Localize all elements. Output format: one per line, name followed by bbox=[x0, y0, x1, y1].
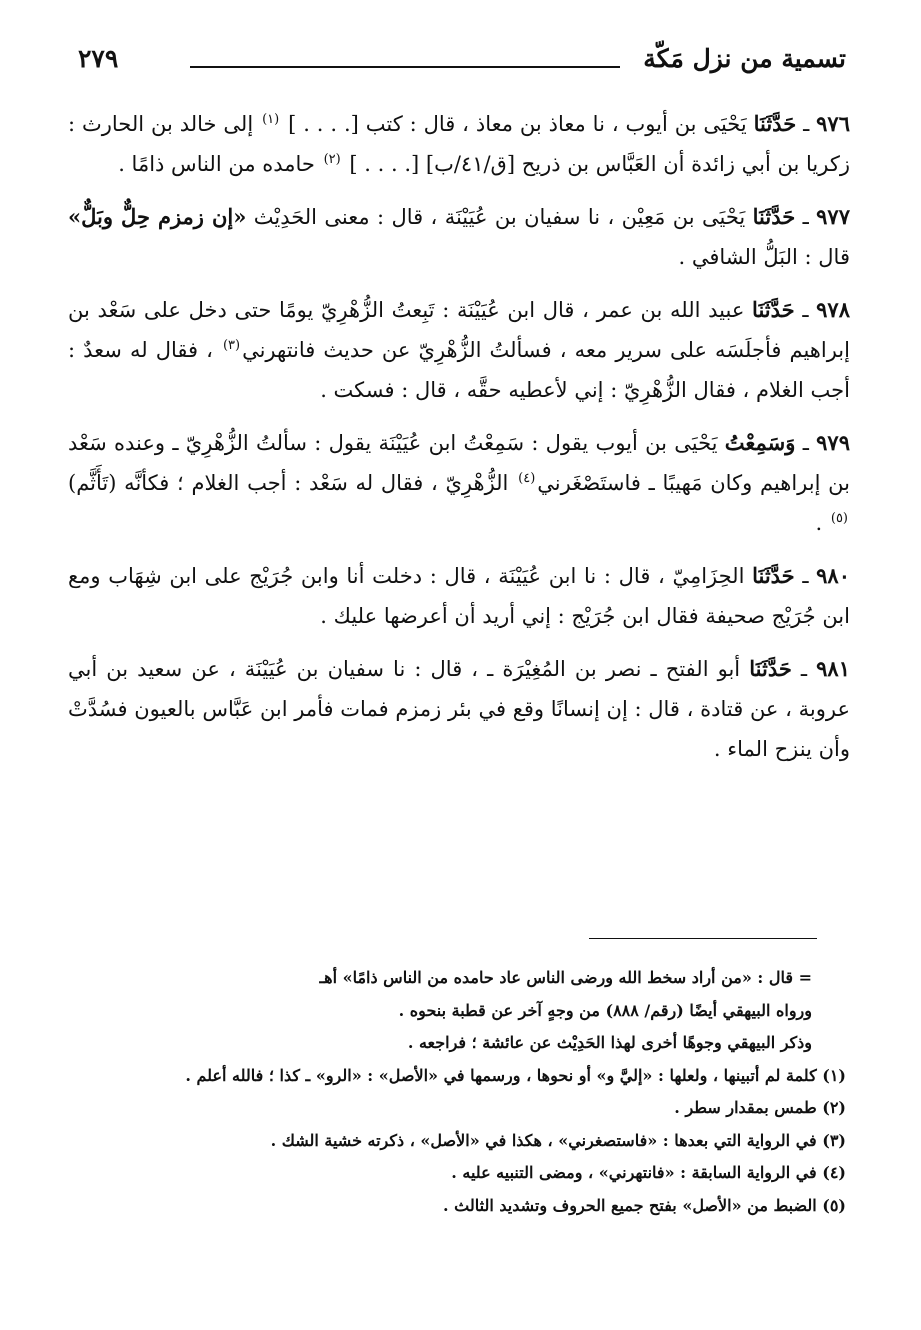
paragraph-text: . bbox=[815, 511, 829, 535]
footnote-line: (٥) الضبط من «الأصل» بفتح جميع الحروف وتشديد الثالث . bbox=[443, 1195, 846, 1215]
footnote-line: (٣) في الرواية التي بعدها : «فاستصغرني» ، هكذا في «الأصل» ، ذكرته خشية الشك . bbox=[270, 1130, 846, 1150]
emphasized-text: حَدَّثَنَا bbox=[749, 656, 792, 681]
paragraph-text: ، فقال له سعدٌ : أجب الغلام ، فقال الزُّهْرِيّ : إني لأعطيه حقَّه ، قال : فسكت . bbox=[68, 338, 850, 402]
emphasized-text: وَسَمِعْتُ bbox=[724, 430, 796, 455]
footnote-line: (٢) طمس بمقدار سطر . bbox=[674, 1098, 846, 1117]
footnote-line: وذكر البيهقي وجوهًا أخرى لهذا الحَدِيْث عن عائشة ؛ فراجعه . bbox=[407, 1033, 812, 1052]
hadith-number: ٩٨٠ bbox=[816, 563, 850, 588]
emphasized-text: حَدَّثَنَا bbox=[752, 563, 795, 588]
emphasized-text: حَدَّثَنَا bbox=[752, 204, 796, 229]
footnote-ref: (١) bbox=[262, 112, 280, 127]
paragraph-text: حامده من الناس ذامًا . bbox=[118, 152, 322, 176]
running-title: تسمية من نزل مَكّة bbox=[643, 44, 846, 73]
hadith-paragraph bbox=[68, 556, 850, 636]
emphasized-text: حَدَّثَنَا bbox=[752, 297, 795, 322]
footnote-ref: (٥) bbox=[830, 511, 848, 526]
paragraph-text: يَحْيَى بن أيوب يقول : سَمِعْتُ ابن عُيَيْنَة يقول : سألتُ الزُّهْرِيّ ـ وعنده سَعْد بن إبراهيم وكان مَهيبًا ـ فاستَصْغَرني bbox=[68, 431, 850, 495]
paragraph-text: ـ bbox=[796, 112, 817, 136]
paragraph-text: ـ bbox=[794, 298, 817, 322]
paragraph-text: عبيد الله بن عمر ، قال ابن عُيَيْنَة : تَبِعتُ الزُّهْرِيّ يومًا حتى دخل على سَعْد بن إبراهيم فأجلَسَه على سرير معه ، فسألتُ الزُّهْرِيّ عن حديث فانتهرني bbox=[68, 298, 850, 362]
page-number: ٢٧٩ bbox=[78, 44, 119, 73]
footnote-line: (١) كلمة لم أتبينها ، ولعلها : «إليَّ و» أو نحوها ، ورسمها في «الأصل» : «الرو» ـ كذا ؛ فالله أعلم . bbox=[185, 1065, 846, 1085]
footnotes bbox=[78, 962, 846, 1222]
body-text bbox=[68, 104, 850, 782]
hadith-number: ٩٧٩ bbox=[816, 430, 850, 455]
emphasized-text: حَدَّثَنَا bbox=[753, 111, 797, 136]
hadith-paragraph bbox=[68, 423, 850, 543]
paragraph-text: ـ bbox=[795, 431, 817, 455]
hadith-paragraph bbox=[68, 197, 850, 277]
paragraph-text: إلى خالد بن الحارث : زكريا بن أبي زائدة أن العَبَّاس بن ذريح [ق/٤١/ب] [. . . . ] bbox=[68, 112, 850, 176]
paragraph-text: ـ bbox=[795, 205, 817, 229]
footnote-ref: (٤) bbox=[518, 471, 536, 486]
footnote-ref: (٢) bbox=[323, 152, 341, 167]
page-header bbox=[78, 40, 846, 90]
footnote-line: = قال : «من أراد سخط الله ورضى الناس عاد حامده من الناس ذامًا» أهـ bbox=[319, 968, 812, 987]
paragraph-text: الزُّهْرِيّ ، فقال له سَعْد : أجب الغلام ؛ فكأنَّه (تَأَثَّم) bbox=[68, 471, 517, 495]
hadith-number: ٩٧٨ bbox=[816, 297, 850, 322]
hadith-paragraph bbox=[68, 290, 850, 410]
footnote-separator bbox=[589, 938, 817, 939]
emphasized-text: «إن زمزم حِلٌّ وبَلٌّ» bbox=[68, 204, 247, 229]
hadith-number: ٩٧٧ bbox=[816, 204, 850, 229]
paragraph-text: قال : البَلُّ الشافي . bbox=[678, 245, 850, 269]
hadith-number: ٩٨١ bbox=[816, 656, 850, 681]
paragraph-text: أبو الفتح ـ نصر بن المُغِيْرَة ـ ، قال : نا سفيان بن عُيَيْنَة ، عن سعيد بن أبي عروبة ، عن قتادة ، قال : إن إنسانًا وقع في بئر زمزم فمات فأمر ابن عَبَّاس بالعيون فسُدَّتْ وأن ينزح الماء . bbox=[68, 657, 850, 761]
hadith-number: ٩٧٦ bbox=[816, 111, 850, 136]
header-rule bbox=[190, 66, 620, 68]
paragraph-text: ـ bbox=[794, 564, 817, 588]
paragraph-text: ـ bbox=[791, 657, 817, 681]
footnote-ref: (٣) bbox=[222, 338, 241, 353]
paragraph-text: الحِزَامِيّ ، قال : نا ابن عُيَيْنَة ، قال : دخلت أنا وابن جُرَيْج على ابن شِهَاب ومع ابن جُرَيْج صحيفة فقال ابن جُرَيْج : إني أريد أن أعرضها عليك . bbox=[68, 564, 850, 628]
footnote-line: ورواه البيهقي أيضًا (رقم/ ٨٨٨) من وجهٍ آخر عن قطبة بنحوه . bbox=[398, 1000, 812, 1020]
hadith-paragraph bbox=[68, 649, 850, 769]
hadith-paragraph bbox=[68, 104, 850, 184]
paragraph-text: يَحْيَى بن أيوب ، نا معاذ بن معاذ ، قال : كتب [. . . . ] bbox=[281, 112, 754, 136]
footnote-line: (٤) في الرواية السابقة : «فانتهرني» ، ومضى التنبيه عليه . bbox=[451, 1163, 846, 1182]
paragraph-text: يَحْيَى بن مَعِيْن ، نا سفيان بن عُيَيْنَة ، قال : معنى الحَدِيْث bbox=[246, 205, 753, 229]
